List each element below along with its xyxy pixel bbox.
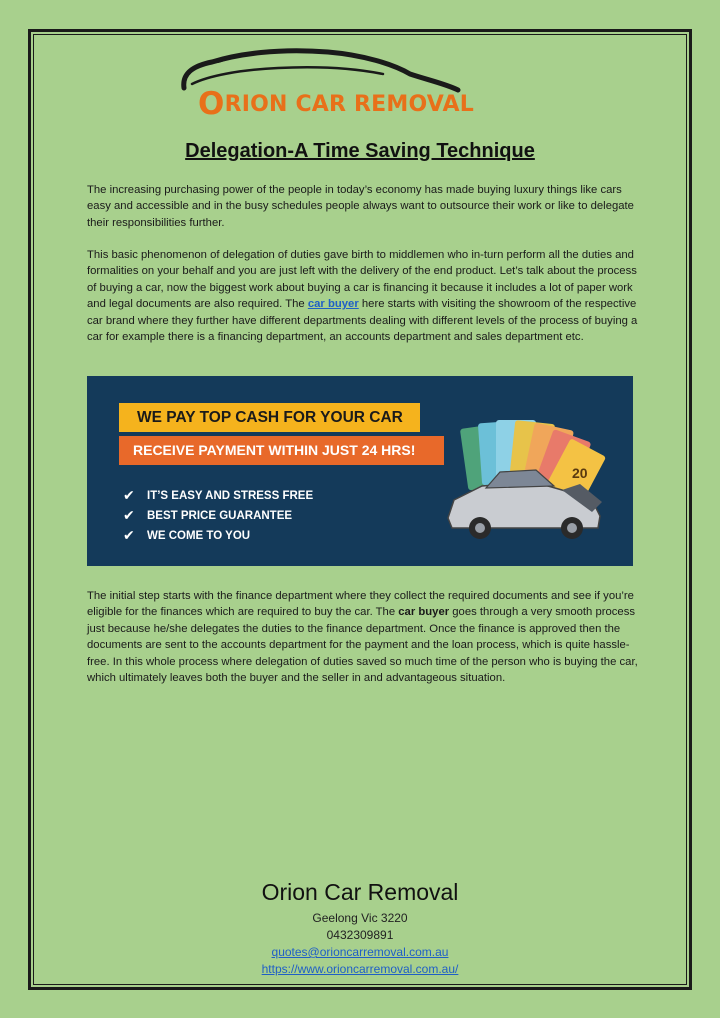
banner-headline: WE PAY TOP CASH FOR YOUR CAR [119, 403, 420, 432]
paragraph-3 [87, 588, 639, 686]
paragraph-2-text-end: here starts with visiting the showroom of the respective car brand where they further have different departments dealing with different levels of the process of buying a car for example there is a financing department, an accounts department and sales department etc. [87, 298, 638, 344]
paragraph-3-text-start: The initial step starts with the finance department where they collect the required documents and see if you’re eligible for the finances which are required to buy the car. The [87, 590, 634, 619]
logo-initial: O [198, 86, 225, 122]
banner-benefits-list [123, 486, 313, 546]
benefit-text: WE COME TO YOU [147, 530, 251, 542]
check-icon: ✔ [123, 508, 135, 524]
benefit-item [123, 486, 313, 506]
benefit-item [123, 526, 313, 546]
article-title: Delegation-A Time Saving Technique [185, 140, 535, 162]
footer-phone: 0432309891 [326, 928, 394, 942]
banner-subheadline: RECEIVE PAYMENT WITHIN JUST 24 HRS! [119, 436, 444, 465]
banknote-value: 20 [572, 465, 588, 481]
paragraph-2 [87, 247, 639, 345]
benefit-item [123, 506, 313, 526]
check-icon: ✔ [123, 528, 135, 544]
paragraph-3-text-end: goes through a very smooth process just because he/she delegates the duties to the finance department. Once the finance is approved then the documents are sent to the accounts department for the payment and the loan process, which is quite hassle-free. In this whole process where delegation of duties saved so much time of the person who is buying the car, which ultimately leaves both the buyer and the seller in and advantageous situation. [87, 606, 638, 685]
brand-logo [178, 44, 478, 122]
paragraph-2-text-start: This basic phenomenon of delegation of duties gave birth to middlemen who in-turn perform all the duties and formalities on your behalf and you are just left with the delivery of the end product. Let’s talk about the process of buying a car, now the biggest work about buying a car is financing it because it includes a lot of paper work and legal documents are also required. The [87, 249, 637, 311]
car-buyer-bold: car buyer [398, 606, 450, 619]
footer-website-link[interactable]: https://www.orioncarremoval.com.au/ [261, 962, 459, 976]
promo-banner [87, 376, 633, 566]
footer-email-link[interactable]: quotes@orioncarremoval.com.au [271, 945, 449, 959]
cash-and-wrecked-car-illustration [442, 416, 622, 551]
logo-wordmark: RION CAR REMOVAL [224, 92, 474, 117]
paragraph-1: The increasing purchasing power of the people in today’s economy has made buying luxury things like cars easy and accessible and in the busy schedules people always want to outsource their work or like to delegate their responsibilities further. [87, 184, 634, 229]
check-icon: ✔ [123, 488, 135, 504]
benefit-text: IT’S EASY AND STRESS FREE [147, 490, 314, 502]
car-buyer-link[interactable]: car buyer [307, 298, 359, 311]
footer-address: Geelong Vic 3220 [312, 911, 408, 925]
footer-company-name: Orion Car Removal [261, 879, 459, 905]
benefit-text: BEST PRICE GUARANTEE [147, 510, 293, 522]
